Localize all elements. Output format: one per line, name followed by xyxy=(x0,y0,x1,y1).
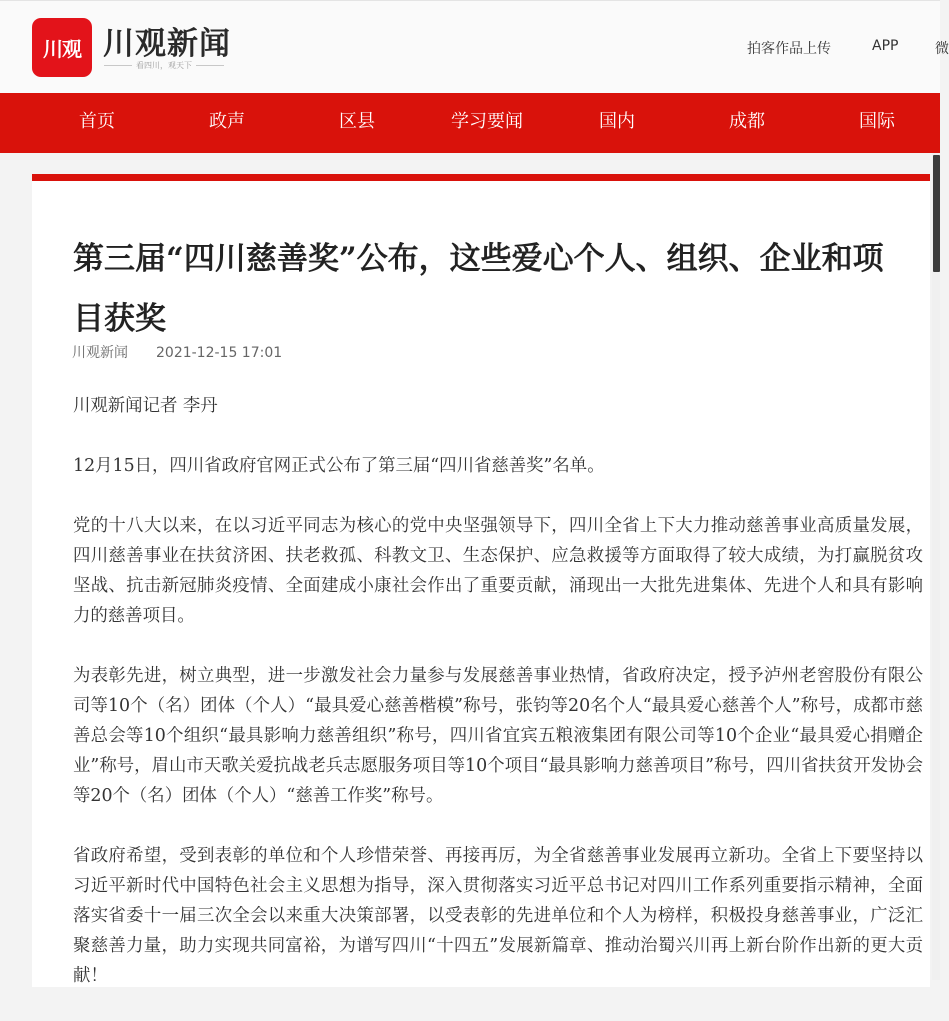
upload-link[interactable]: 拍客作品上传 xyxy=(747,41,831,57)
nav-item-politics[interactable]: 政声 xyxy=(209,111,245,132)
main-nav xyxy=(0,93,940,153)
header-top-border xyxy=(0,0,940,1)
scrollbar-thumb[interactable] xyxy=(933,155,940,272)
logo-name[interactable]: 川观新闻 xyxy=(103,26,231,62)
article-date: 2021-12-15 17:01 xyxy=(156,345,283,361)
article-paragraph: 12月15日，四川省政府官网正式公布了第三届“四川省慈善奖”名单。 xyxy=(73,456,605,476)
nav-item-counties[interactable]: 区县 xyxy=(339,111,375,132)
nav-item-home[interactable]: 首页 xyxy=(79,111,115,132)
article-paragraph: 为表彰先进，树立典型，进一步激发社会力量参与发展慈善事业热情，省政府决定，授予泸州老窖股份有限公司等10个（名）团体（个人）“最具爱心慈善楷模”称号，张钧等20名个人“最具爱心慈善个人”称号，成都市慈善总会等10个组织“最具影响力慈善组织”称号，四川省宜宾五粮液集团有限公司等10个企业“最具爱心捐赠企业”称号，眉山市天歌关爱抗战老兵志愿服务项目等10个项目“最具影响力慈善项目”称号，四川省扶贫开发协会等20个（名）团体（个人）“慈善工作奖”称号。 xyxy=(73,666,923,806)
nav-item-chengdu[interactable]: 成都 xyxy=(729,111,765,132)
nav-item-study[interactable]: 学习要闻 xyxy=(451,111,523,132)
article-paragraph: 省政府希望，受到表彰的单位和个人珍惜荣誉、再接再厉，为全省慈善事业发展再立新功。全省上下要坚持以习近平新时代中国特色社会主义思想为指导，深入贯彻落实习近平总书记对四川工作系列重要指示精神，全面落实省委十一届三次全会以来重大决策部署，以受表彰的先进单位和个人为榜样，积极投身慈善事业，广泛汇聚慈善力量，助力实现共同富裕，为谱写四川“十四五”发展新篇章、推动治蜀兴川再上新台阶作出新的更大贡献！ xyxy=(73,846,923,986)
app-link[interactable]: APP xyxy=(872,38,899,54)
slogan-rule-left xyxy=(104,65,132,66)
article-card xyxy=(32,174,930,987)
slogan-text: 看四川，观天下 xyxy=(136,60,192,70)
logo-mark-text: 川观 xyxy=(43,37,81,61)
article-meta xyxy=(72,342,282,362)
logo-slogan xyxy=(104,58,224,72)
site-header xyxy=(0,0,949,93)
article-title: 第三届“四川慈善奖”公布，这些爱心个人、组织、企业和项目获奖 xyxy=(73,240,884,337)
article-source: 川观新闻 xyxy=(72,345,128,361)
nav-item-domestic[interactable]: 国内 xyxy=(599,111,635,132)
article-body xyxy=(73,391,923,1021)
page-scrollbar[interactable] xyxy=(932,153,940,980)
weibo-link[interactable]: 微 xyxy=(935,41,949,57)
nav-item-international[interactable]: 国际 xyxy=(859,111,895,132)
article-paragraph: 党的十八大以来，在以习近平同志为核心的党中央坚强领导下，四川全省上下大力推动慈善事业高质量发展，四川慈善事业在扶贫济困、扶老救孤、科教文卫、生态保护、应急救援等方面取得了较大成绩，为打赢脱贫攻坚战、抗击新冠肺炎疫情、全面建成小康社会作出了重要贡献，涌现出一大批先进集体、先进个人和具有影响力的慈善项目。 xyxy=(73,516,923,626)
logo-icon[interactable] xyxy=(32,18,92,77)
article-byline: 川观新闻记者 李丹 xyxy=(73,396,218,416)
slogan-rule-right xyxy=(196,65,224,66)
